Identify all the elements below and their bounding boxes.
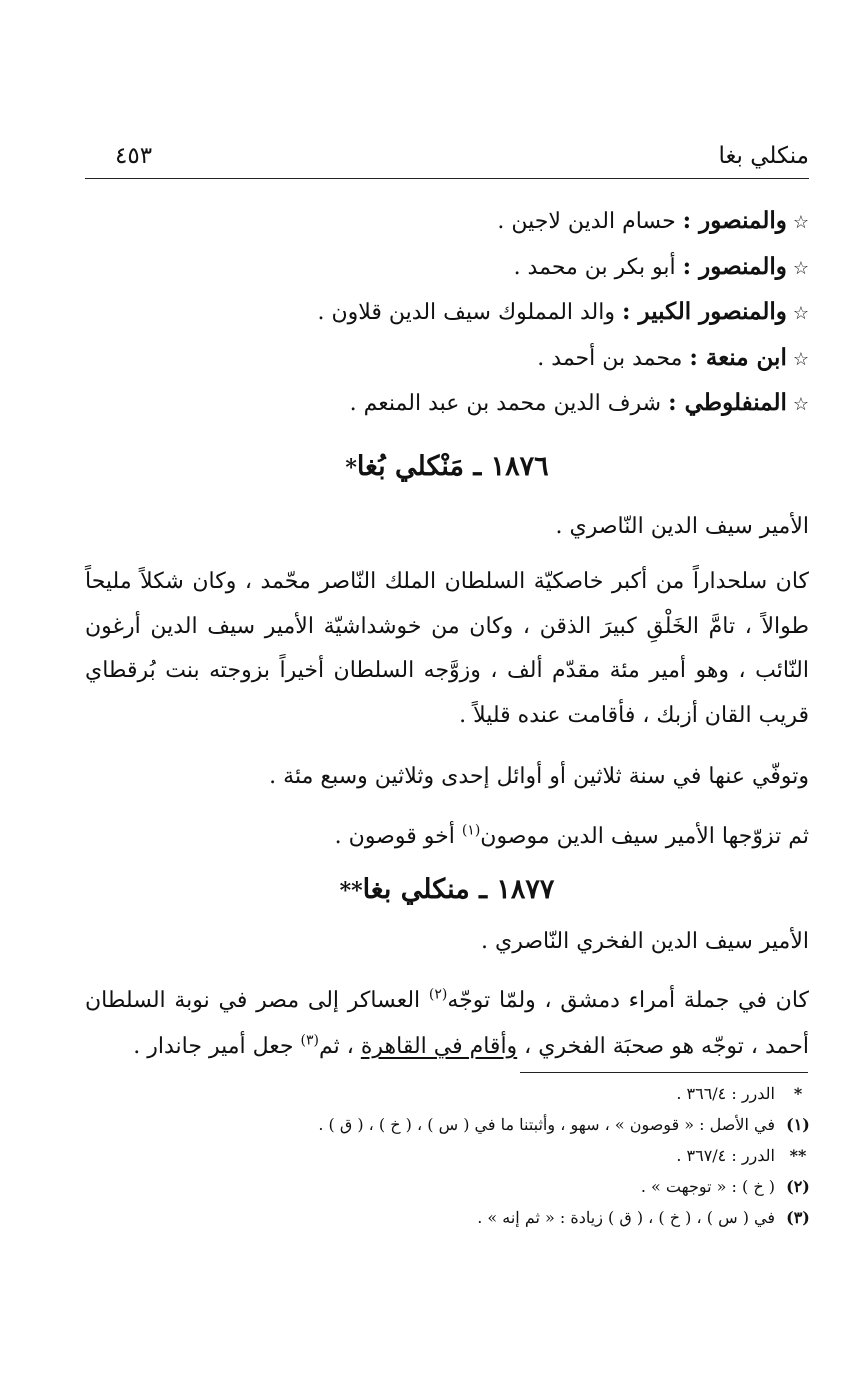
- list-item: [109, 335, 809, 381]
- footnote-mark: *: [793, 1084, 803, 1103]
- footnote-text: في ( س ) ، ( خ ) ، ( ق ) زيادة : « ثم إنه » .: [477, 1208, 775, 1227]
- footnote-mark: (٢): [786, 1177, 810, 1196]
- name-list: [109, 198, 809, 426]
- entry-paragraph: [85, 978, 809, 1070]
- star-icon: ☆: [792, 212, 809, 233]
- entry-paragraph: كان سلحداراً من أكبر خاصكيّة السلطان الملك النّاصر محّمد ، وكان شكلاً مليحاً طوالاً ، تامَّ الخَلْقِ كبيرَ الذقن ، وكان من خوشداشيّة الأمير سيف الدين أرغون النّائب ، وهو أمير مئة مقدّم ألف ، وزوَّجه السلطان أخيراً بزوجته بنت بُرقطاي قريب القان أزبك ، فأقامت عنده قليلاً .: [85, 569, 809, 728]
- list-item-name: ابن منعة :: [689, 343, 787, 371]
- footnote-text: ( خ ) : « توجهت » .: [640, 1177, 775, 1196]
- list-item: [109, 198, 809, 244]
- entry-heading-mark: *: [345, 455, 357, 481]
- footnote: [75, 1078, 815, 1109]
- footnotes: [75, 1078, 815, 1233]
- footnote: [75, 1171, 815, 1202]
- paragraph-text: أخو قوصون .: [334, 824, 462, 849]
- list-item-desc: أبو بكر بن محمد .: [513, 254, 676, 280]
- list-item-desc: شرف الدين محمد بن عبد المنعم .: [349, 391, 662, 416]
- star-icon: ☆: [792, 303, 809, 324]
- footnote-ref[interactable]: (٣): [300, 1032, 319, 1049]
- entry-heading-mark: **: [339, 878, 363, 904]
- footnote-text: الدرر : ٣٦٦/٤ .: [676, 1084, 775, 1103]
- entry-heading-text: ١٨٧٧ ـ منكلي بغا: [362, 874, 555, 905]
- running-header: [85, 138, 809, 179]
- footnote-mark: (١): [786, 1115, 810, 1134]
- footnote-divider: [520, 1072, 808, 1073]
- paragraph-text: جعل أمير جاندار .: [133, 1034, 301, 1059]
- list-item-name: والمنصور :: [682, 252, 787, 280]
- footnote-ref[interactable]: (١): [461, 822, 481, 839]
- list-item-desc: حسام الدين لاجين .: [497, 209, 676, 234]
- footnote: [75, 1109, 815, 1140]
- list-item-desc: والد المملوك سيف الدين قلاون .: [317, 300, 615, 325]
- footnote-ref[interactable]: (٢): [428, 986, 448, 1003]
- page-number: ٤٥٣: [115, 143, 153, 169]
- list-item-name: والمنصور :: [682, 207, 787, 234]
- footnote-text: الدرر : ٣٦٧/٤ .: [676, 1146, 775, 1165]
- star-icon: ☆: [792, 394, 809, 415]
- entry-heading-1876: [85, 447, 809, 488]
- paragraph-text: ثم تزوّجها الأمير سيف الدين موصون: [480, 824, 809, 849]
- paragraph-text: كان في جملة أمراء دمشق ، ولمّا توجّه: [447, 988, 809, 1013]
- paragraph-text: ، ثم: [318, 1034, 361, 1059]
- footnote: [75, 1140, 815, 1171]
- footnote-mark: (٣): [786, 1208, 810, 1227]
- list-item: [109, 244, 809, 290]
- list-item: [109, 380, 809, 426]
- entry-heading-1877: [85, 870, 809, 911]
- entry-paragraph: [85, 815, 809, 859]
- star-icon: ☆: [792, 257, 809, 279]
- list-item-name: المنفلوطي :: [668, 389, 787, 416]
- running-title: منكلي بغا: [718, 143, 809, 169]
- paragraph-text: العساكر إلى مصر في نوبة السلطان أحمد ، توجّه هو صحبَة الفخري ،: [85, 988, 809, 1059]
- entry-paragraph: وتوفّي عنها في سنة ثلاثين أو أوائل إحدى وثلاثين وسبع مئة .: [269, 764, 809, 789]
- underlined-text: وأقام في القاهرة: [360, 1034, 518, 1059]
- footnote: [75, 1202, 815, 1233]
- footnote-mark: **: [789, 1146, 807, 1165]
- footnote-text: في الأصل : « قوصون » ، سهو ، وأثبتنا ما في ( س ) ، ( خ ) ، ( ق ) .: [318, 1115, 775, 1134]
- list-item-name: والمنصور الكبير :: [622, 298, 787, 325]
- star-icon: ☆: [792, 348, 809, 370]
- list-item: [109, 289, 809, 335]
- entry-heading-text: ١٨٧٦ ـ مَنْكلي بُغا: [356, 451, 549, 482]
- entry-subtitle-1876: الأمير سيف الدين النّاصري .: [555, 514, 809, 539]
- list-item-desc: محمد بن أحمد .: [537, 345, 683, 371]
- entry-subtitle-1877: الأمير سيف الدين الفخري النّاصري .: [481, 929, 809, 954]
